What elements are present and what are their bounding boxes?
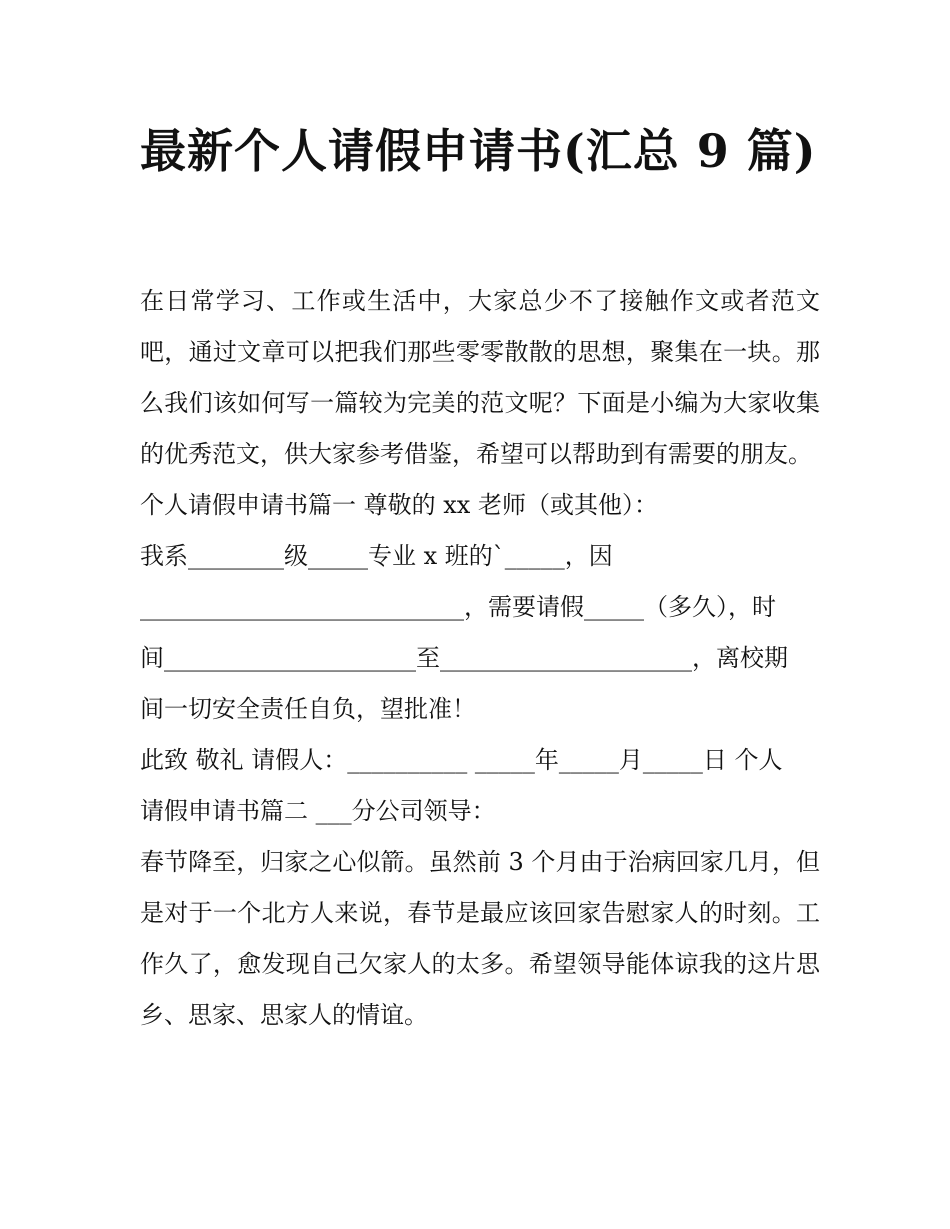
letter2-paragraph: 春节降至，归家之心似箭。虽然前 3 个月由于治病回家几月，但是对于一个北方人来说，春节是最应该回家告慰家人的时刻。工作久了，愈发现自己欠家人的太多。希望领导能体谅我的这片思乡、思家、思家人的情谊。 bbox=[140, 848, 820, 1029]
letter1-line-2: ___________________________，需要请假_____（多久），时 bbox=[140, 593, 776, 621]
document-title: 最新个人请假申请书(汇总 9 篇) bbox=[140, 124, 817, 178]
closing-line-2: 请假申请书篇二 ___分公司领导： bbox=[140, 797, 496, 825]
letter1-line-3: 间_____________________至_____________________，离校期 bbox=[140, 644, 788, 672]
letter1-line-1: 我系________级_____专业 x 班的`_____，因 bbox=[140, 542, 613, 570]
document-body bbox=[140, 276, 820, 1041]
letter1-heading: 个人请假申请书篇一 尊敬的 xx 老师（或其他）： bbox=[140, 491, 658, 519]
letter1-line-4: 间一切安全责任自负，望批准！ bbox=[140, 695, 476, 723]
closing-line-1: 此致 敬礼 请假人：__________ _____年_____月_____日 个人 bbox=[140, 746, 783, 774]
intro-paragraph: 在日常学习、工作或生活中，大家总少不了接触作文或者范文吧，通过文章可以把我们那些零零散散的思想，聚集在一块。那么我们该如何写一篇较为完美的范文呢？下面是小编为大家收集的优秀范文，供大家参考借鉴，希望可以帮助到有需要的朋友。 bbox=[140, 287, 820, 468]
